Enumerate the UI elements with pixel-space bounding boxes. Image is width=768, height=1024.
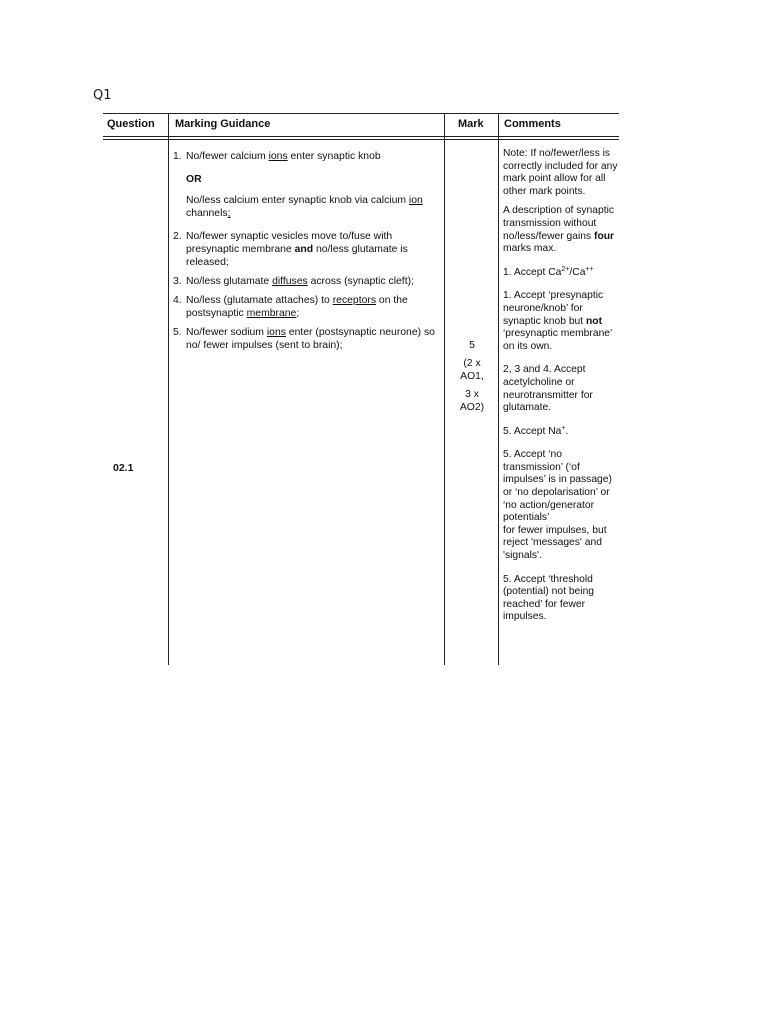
underlined-term: ions <box>266 327 286 338</box>
guidance-point-3 <box>173 275 443 288</box>
point-number: 1. <box>173 151 182 162</box>
comment-presynaptic <box>503 290 618 353</box>
text: enter (postsynaptic neurone) so no/ fewer impulses (sent to brain); <box>186 327 435 351</box>
text: No/fewer calcium <box>186 151 269 162</box>
guidance-point-2 <box>173 230 443 269</box>
bold-term: not <box>586 315 603 327</box>
mark-breakdown-line: AO2) <box>459 402 485 413</box>
question-id: 02.1 <box>113 462 134 474</box>
text: on the postsynaptic <box>186 295 408 319</box>
guidance-alternative-1 <box>186 194 443 220</box>
bold-term: four <box>594 230 615 242</box>
text: No/fewer sodium <box>186 327 267 338</box>
text: ; <box>296 308 300 319</box>
text: /Ca <box>569 266 586 278</box>
mark-breakdown-line: (2 x <box>463 358 481 369</box>
superscript: 2+ <box>561 265 570 273</box>
bold-term: and <box>294 244 314 255</box>
comment-transmission: 5. Accept ‘no transmission’ (‘of impulses’ is in passage) or ‘no depolarisation’ or ‘no action/generator potentials’ <box>503 449 612 524</box>
guidance-point-5 <box>173 326 443 352</box>
text: 1. Accept <box>503 266 549 278</box>
superscript: ++ <box>585 265 594 273</box>
comment-calcium <box>503 267 618 280</box>
mark-breakdown-line: 3 x <box>465 389 479 400</box>
text: ‘presynaptic membrane’ on its own. <box>503 328 612 352</box>
comment-note: Note: If no/fewer/less is correctly included for any mark point allow for all other mark points. <box>503 148 618 197</box>
header-comments: Comments <box>504 118 561 130</box>
text: enter synaptic knob <box>287 151 381 162</box>
column-divider-3 <box>498 113 499 665</box>
underlined-term: ion <box>408 195 423 206</box>
text: across (synaptic cleft); <box>307 276 414 287</box>
underlined-term: diffuses <box>272 276 308 287</box>
underlined-term: ; <box>227 208 231 219</box>
text: No/fewer synaptic vesicles move to/fuse with presynaptic membrane <box>186 231 393 255</box>
mark-breakdown-line: AO1, <box>460 371 484 382</box>
comment-description <box>503 205 618 255</box>
comment-neurotransmitter: 2, 3 and 4. Accept acetylcholine or neurotransmitter for glutamate. <box>503 364 593 414</box>
question-label: Q1 <box>93 88 112 103</box>
guidance-point-4 <box>173 294 443 320</box>
comment-threshold: 5. Accept ‘threshold (potential) not being reached’ for fewer impulses. <box>503 573 595 623</box>
text: No/less (glutamate attaches) to <box>186 295 333 306</box>
point-number: 4. <box>173 295 182 306</box>
or-separator: OR <box>186 174 202 185</box>
header-marking-guidance: Marking Guidance <box>175 118 271 130</box>
text: 5. Accept Na <box>503 425 562 437</box>
underlined-term: membrane <box>246 308 297 319</box>
header-question: Question <box>107 118 155 130</box>
header-mark: Mark <box>458 118 484 130</box>
body-top-rule <box>103 139 619 140</box>
text: 1. Accept ‘presynaptic neurone/knob’ for synaptic knob but <box>503 290 604 327</box>
header-top-rule <box>103 113 619 114</box>
text: No/less glutamate <box>186 276 273 287</box>
comments-column <box>503 148 618 631</box>
marking-guidance <box>173 150 443 352</box>
text: A description of synaptic transmission without no/less/fewer gains <box>503 205 615 242</box>
text: Ca <box>548 266 562 278</box>
column-divider-1 <box>168 113 169 665</box>
mark-allocation <box>446 339 498 414</box>
underlined-term: receptors <box>332 295 377 306</box>
text: channels <box>186 208 228 219</box>
comment-sodium <box>503 426 618 439</box>
guidance-point-1 <box>173 150 443 163</box>
point-number: 3. <box>173 276 182 287</box>
mark-total: 5 <box>469 340 475 351</box>
comment-reject: for fewer impulses, but reject 'messages' and 'signals'. <box>503 524 607 562</box>
text: . <box>565 425 569 437</box>
mark-scheme-table <box>103 113 619 665</box>
underlined-term: ions <box>268 151 288 162</box>
text: no/less glutamate is released; <box>186 244 408 268</box>
point-number: 2. <box>173 231 182 242</box>
text: No/less calcium enter synaptic knob via calcium <box>186 195 409 206</box>
superscript: + <box>561 424 566 432</box>
column-divider-2 <box>444 113 445 665</box>
header-bottom-rule <box>103 136 619 137</box>
point-number: 5. <box>173 327 182 338</box>
text: marks max. <box>503 243 557 255</box>
